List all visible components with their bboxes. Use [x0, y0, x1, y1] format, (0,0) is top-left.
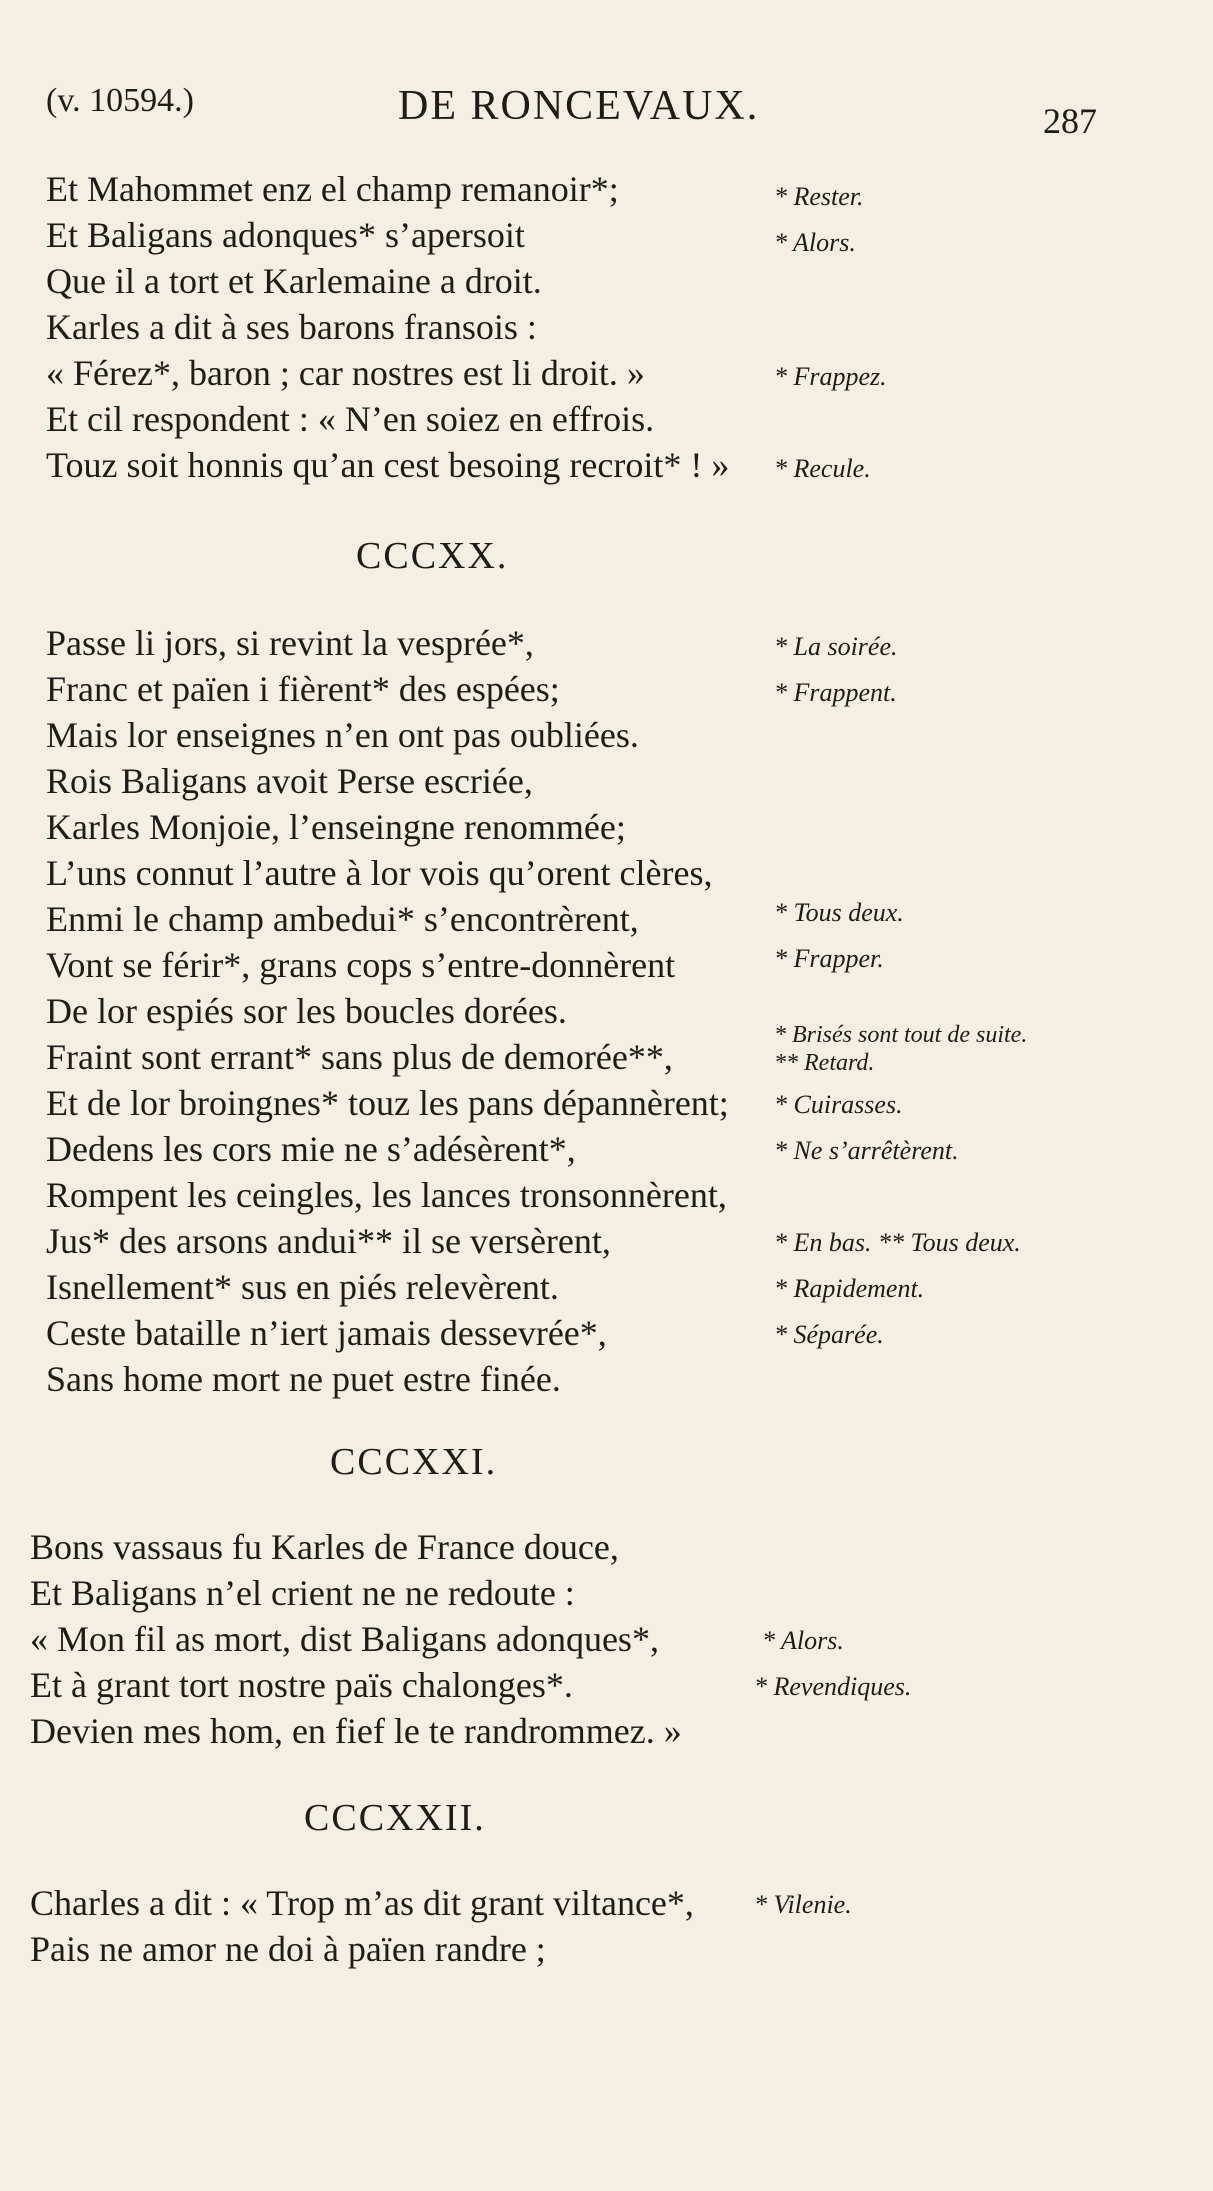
verse-line: Rompent les ceingles, les lances tronsonnèrent, — [46, 1175, 727, 1215]
gloss-note: * Frappent. — [774, 678, 897, 707]
gloss-note: * Séparée. — [774, 1320, 884, 1349]
verse-line: Et cil respondent : « N’en soiez en effrois. — [46, 399, 655, 439]
gloss-note: * Revendiques. — [754, 1672, 912, 1701]
verse-line: « Férez*, baron ; car nostres est li droit. » — [46, 353, 645, 393]
verse-line: Et à grant tort nostre païs chalonges*. — [30, 1665, 573, 1705]
verse-line: « Mon fil as mort, dist Baligans adonques*, — [30, 1619, 659, 1659]
gloss-note: * Rapidement. — [774, 1274, 925, 1303]
verse-line: Devien mes hom, en fief le te randrommez. » — [30, 1711, 682, 1751]
verse-line: Et Mahommet enz el champ remanoir*; — [46, 169, 619, 209]
section-heading: CCCXXI. — [330, 1441, 498, 1483]
gloss-note: * Alors. — [774, 228, 856, 257]
verse-line: Karles a dit à ses barons fransois : — [46, 307, 537, 347]
verse-line: De lor espiés sor les boucles dorées. — [46, 991, 567, 1031]
page-number: 287 — [1043, 101, 1097, 141]
verse-line: Charles a dit : « Trop m’as dit grant viltance*, — [30, 1883, 694, 1923]
gloss-note: * Tous deux. — [774, 898, 904, 927]
gloss-note: * Frapper. — [774, 944, 884, 973]
gloss-note: ** Retard. — [774, 1050, 875, 1076]
verse-line: Touz soit honnis qu’an cest besoing recroit* ! » — [46, 445, 730, 485]
verse-line: Que il a tort et Karlemaine a droit. — [46, 261, 542, 301]
verse-line: Pais ne amor ne doi à païen randre ; — [30, 1929, 546, 1969]
verse-line: Passe li jors, si revint la vesprée*, — [46, 623, 534, 663]
verse-line: Fraint sont errant* sans plus de demorée**, — [46, 1037, 673, 1077]
verse-line: Karles Monjoie, l’enseingne renommée; — [46, 807, 626, 847]
verse-line: Sans home mort ne puet estre finée. — [46, 1359, 561, 1399]
verse-line: Bons vassaus fu Karles de France douce, — [30, 1527, 619, 1567]
verse-range-header: (v. 10594.) — [46, 82, 194, 119]
gloss-note: * Vilenie. — [754, 1890, 852, 1919]
gloss-note: * Alors. — [762, 1626, 844, 1655]
verse-line: Franc et païen i fièrent* des espées; — [46, 669, 560, 709]
verse-line: Jus* des arsons andui** il se versèrent, — [46, 1221, 611, 1261]
gloss-note: * Brisés sont tout de suite. — [774, 1022, 1028, 1048]
gloss-note: * Ne s’arrêtèrent. — [774, 1136, 959, 1165]
gloss-note: * Cuirasses. — [774, 1090, 903, 1119]
verse-line: Et de lor broingnes* touz les pans dépannèrent; — [46, 1083, 729, 1123]
section-heading: CCCXX. — [356, 535, 509, 577]
section-heading: CCCXXII. — [304, 1797, 486, 1839]
verse-line: L’uns connut l’autre à lor vois qu’orent clères, — [46, 853, 713, 893]
running-title: DE RONCEVAUX. — [398, 83, 760, 129]
verse-line: Enmi le champ ambedui* s’encontrèrent, — [46, 899, 639, 939]
gloss-note: * La soirée. — [774, 632, 898, 661]
gloss-note: * Rester. — [774, 182, 864, 211]
verse-line: Rois Baligans avoit Perse escriée, — [46, 761, 533, 801]
verse-line: Ceste bataille n’iert jamais dessevrée*, — [46, 1313, 607, 1353]
gloss-note: * Frappez. — [774, 362, 887, 391]
verse-line: Et Baligans adonques* s’apersoit — [46, 215, 525, 255]
gloss-note: * Recule. — [774, 454, 871, 483]
verse-line: Et Baligans n’el crient ne ne redoute : — [30, 1573, 575, 1613]
gloss-note: * En bas. ** Tous deux. — [774, 1228, 1021, 1257]
verse-line: Mais lor enseignes n’en ont pas oubliées. — [46, 715, 639, 755]
verse-line: Isnellement* sus en piés relevèrent. — [46, 1267, 559, 1307]
verse-line: Dedens les cors mie ne s’adésèrent*, — [46, 1129, 576, 1169]
verse-line: Vont se férir*, grans cops s’entre-donnèrent — [46, 945, 676, 985]
